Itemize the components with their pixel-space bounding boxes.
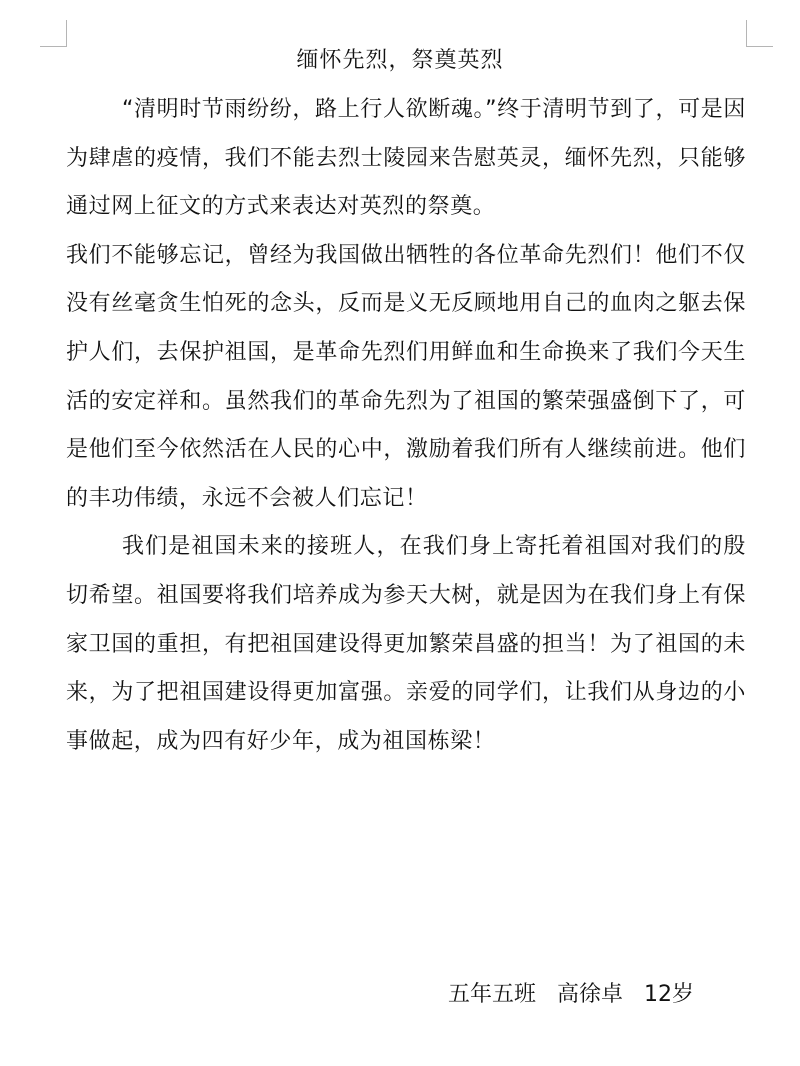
paragraph-1: “清明时节雨纷纷，路上行人欲断魂。”终于清明节到了，可是因为肆虐的疫情，我们不能去烈士陵园来告慰英灵，缅怀先烈，只能够通过网上征文的方式来表达对英烈的祭奠。 <box>66 97 746 220</box>
page-corner-mark-top-right <box>746 20 773 47</box>
document-body <box>66 86 746 766</box>
paragraph-2: 我们不能够忘记，曾经为我国做出牺牲的各位革命先烈们！他们不仅没有丝毫贪生怕死的念头，反而是义无反顾地用自己的血肉之躯去保护人们，去保护祖国，是革命先烈们用鲜血和生命换来了我们今天生活的安定祥和。虽然我们的革命先烈为了祖国的繁荣强盛倒下了，可是他们至今依然活在人民的心中，激励着我们所有人继续前进。他们的丰功伟绩，永远不会被人们忘记！ <box>66 242 746 511</box>
paragraph-3: 我们是祖国未来的接班人，在我们身上寄托着祖国对我们的殷切希望。祖国要将我们培养成为参天大树，就是因为在我们身上有保家卫国的重担，有把祖国建设得更加繁荣昌盛的担当！为了祖国的未来，为了把祖国建设得更加富强。亲爱的同学们，让我们从身边的小事做起，成为四有好少年，成为祖国栋梁！ <box>66 534 746 754</box>
page-corner-mark-top-left <box>40 20 67 47</box>
author-signature: 五年五班 高徐卓 12岁 <box>448 982 694 1007</box>
document-title: 缅怀先烈，祭奠英烈 <box>296 48 504 73</box>
